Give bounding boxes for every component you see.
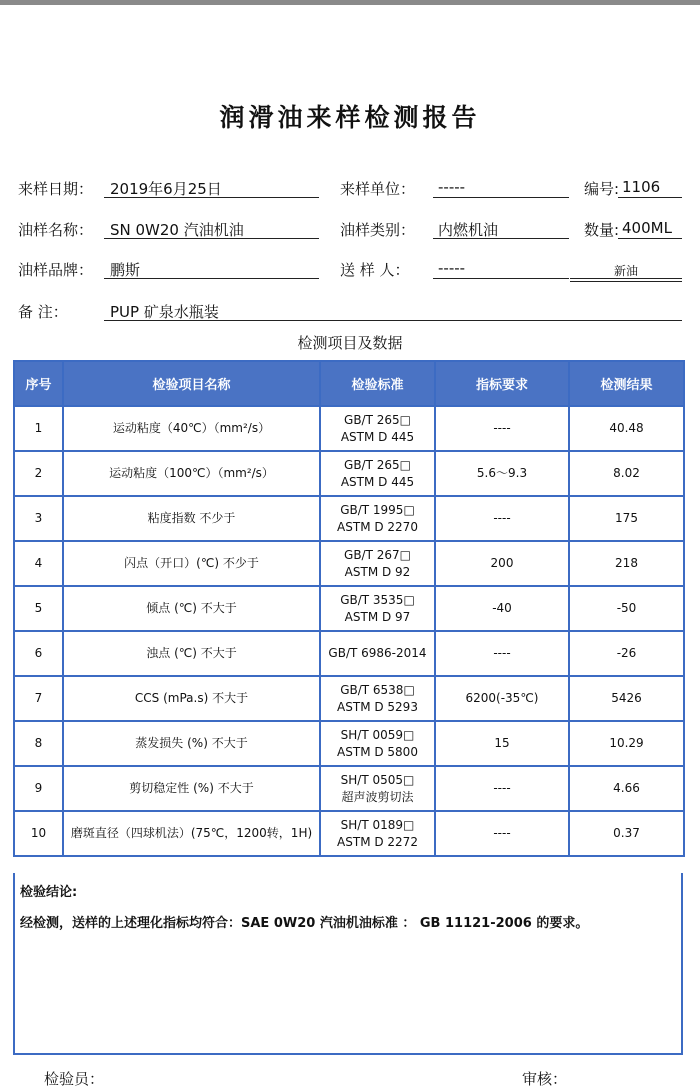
cell-standard: [320, 811, 435, 856]
cell-requirement: ----: [435, 631, 569, 676]
oil-name-value: SN 0W20 汽油机油: [110, 221, 244, 239]
header-no: 序号: [14, 361, 63, 406]
standard-line-1: GB/T 265□: [344, 457, 411, 472]
cell-no: 5: [14, 586, 63, 631]
new-oil-underline-1: [570, 278, 682, 279]
remark-value: PUP 矿泉水瓶装: [110, 303, 219, 321]
conclusion-text: 经检测，送样的上述理化指标均符合：SAE 0W20 汽油机油标准 ： GB 11121-2006 的要求。: [20, 916, 589, 931]
cell-result: 5426: [569, 676, 684, 721]
cell-requirement: 5.6～9.3: [435, 451, 569, 496]
serial-no-value: 1106: [622, 178, 661, 196]
remark-underline: [104, 320, 682, 321]
standard-line-1: SH/T 0059□: [340, 727, 415, 742]
standard-line-1: GB/T 1995□: [340, 502, 415, 517]
cell-item: 磨斑直径（四球机法）(75℃，1200转，1H): [63, 811, 320, 856]
table-row: [14, 676, 684, 721]
sender-underline: [433, 278, 569, 279]
sender-label: 送 样 人：: [340, 261, 410, 279]
table-row: [14, 541, 684, 586]
cell-no: 4: [14, 541, 63, 586]
cell-standard: [320, 586, 435, 631]
table-row: [14, 721, 684, 766]
standard-line-2: ASTM D 5800: [337, 744, 418, 759]
table-header-row: [14, 361, 684, 406]
table-row: [14, 586, 684, 631]
sample-date-underline: [104, 197, 319, 198]
standard-line-1: GB/T 267□: [344, 547, 411, 562]
cell-requirement: -40: [435, 586, 569, 631]
standard-line-1: GB/T 265□: [344, 412, 411, 427]
oil-brand-underline: [104, 278, 319, 279]
standard-line-2: ASTM D 445: [340, 474, 415, 489]
table-row: [14, 406, 684, 451]
cell-requirement: 6200(-35℃): [435, 676, 569, 721]
cell-standard: [320, 451, 435, 496]
table-row: [14, 766, 684, 811]
oil-name-underline: [104, 238, 319, 239]
quantity-label: 数量:: [584, 221, 620, 239]
sample-date-value: 2019年6月25日: [110, 180, 222, 198]
oil-brand-value: 鹏斯: [110, 261, 141, 279]
standard-line-2: ASTM D 445: [340, 429, 415, 444]
cell-requirement: 200: [435, 541, 569, 586]
table-row: [14, 631, 684, 676]
cell-result: 8.02: [569, 451, 684, 496]
cell-no: 8: [14, 721, 63, 766]
cell-item: 运动粘度（100℃）（mm²/s）: [63, 451, 320, 496]
reviewer-label: 审核：: [522, 1070, 568, 1088]
cell-standard: [320, 721, 435, 766]
oil-name-label: 油样名称：: [18, 221, 94, 239]
cell-standard: [320, 631, 435, 676]
cell-requirement: ----: [435, 811, 569, 856]
report-title: 润滑油来样检测报告: [219, 103, 481, 132]
cell-standard: [320, 406, 435, 451]
header-result: 检测结果: [569, 361, 684, 406]
inspector-label: 检验员：: [44, 1070, 105, 1088]
cell-standard: [320, 496, 435, 541]
cell-no: 6: [14, 631, 63, 676]
table-row: [14, 451, 684, 496]
cell-no: 1: [14, 406, 63, 451]
standard-line-1: GB/T 6538□: [340, 682, 415, 697]
cell-item: 粘度指数 不少于: [63, 496, 320, 541]
sample-date-label: 来样日期：: [18, 180, 94, 198]
top-border: [0, 0, 700, 5]
cell-result: 175: [569, 496, 684, 541]
cell-requirement: ----: [435, 496, 569, 541]
standard-line-2: ASTM D 97: [344, 609, 411, 624]
cell-standard: [320, 676, 435, 721]
cell-result: -50: [569, 586, 684, 631]
cell-result: -26: [569, 631, 684, 676]
cell-result: 40.48: [569, 406, 684, 451]
cell-item: 浊点 (℃) 不大于: [63, 631, 320, 676]
standard-line-2: ASTM D 2272: [337, 834, 418, 849]
cell-requirement: ----: [435, 766, 569, 811]
new-oil-value: 新油: [614, 264, 639, 278]
cell-no: 3: [14, 496, 63, 541]
cell-no: 9: [14, 766, 63, 811]
sender-value: -----: [438, 259, 466, 277]
header-requirement: 指标要求: [435, 361, 569, 406]
sample-unit-value: -----: [438, 178, 466, 196]
standard-line-2: ASTM D 92: [344, 564, 411, 579]
cell-result: 0.37: [569, 811, 684, 856]
cell-result: 218: [569, 541, 684, 586]
oil-category-value: 内燃机油: [438, 221, 499, 239]
oil-category-label: 油样类别：: [340, 221, 416, 239]
quantity-value: 400ML: [622, 219, 672, 237]
cell-item: 蒸发损失 (%) 不大于: [63, 721, 320, 766]
cell-item: CCS (mPa.s) 不大于: [63, 676, 320, 721]
conclusion-box: [13, 873, 683, 1055]
header-standard: 检验标准: [320, 361, 435, 406]
cell-requirement: ----: [435, 406, 569, 451]
standard-line-1: GB/T 6986-2014: [328, 646, 427, 660]
cell-result: 10.29: [569, 721, 684, 766]
cell-item: 闪点（开口）(℃) 不少于: [63, 541, 320, 586]
cell-item: 剪切稳定性 (%) 不大于: [63, 766, 320, 811]
table-row: [14, 496, 684, 541]
quantity-underline: [618, 238, 682, 239]
serial-no-underline: [618, 197, 682, 198]
cell-requirement: 15: [435, 721, 569, 766]
remark-label: 备 注：: [18, 303, 68, 321]
sample-unit-label: 来样单位：: [340, 180, 416, 198]
cell-item: 倾点 (℃) 不大于: [63, 586, 320, 631]
cell-standard: [320, 541, 435, 586]
oil-brand-label: 油样品牌：: [18, 261, 94, 279]
cell-standard: [320, 766, 435, 811]
section-title: 检测项目及数据: [297, 334, 403, 352]
cell-item: 运动粘度（40℃）（mm²/s）: [63, 406, 320, 451]
cell-result: 4.66: [569, 766, 684, 811]
oil-category-underline: [433, 238, 569, 239]
standard-line-1: GB/T 3535□: [340, 592, 415, 607]
standard-line-1: SH/T 0189□: [340, 817, 415, 832]
serial-no-label: 编号:: [584, 180, 620, 198]
test-data-table: [13, 360, 685, 857]
header-item: 检验项目名称: [63, 361, 320, 406]
table-row: [14, 811, 684, 856]
new-oil-underline-2: [570, 281, 682, 282]
standard-line-1: SH/T 0505□: [340, 772, 415, 787]
cell-no: 7: [14, 676, 63, 721]
cell-no: 2: [14, 451, 63, 496]
sample-unit-underline: [433, 197, 569, 198]
standard-line-2: ASTM D 5293: [337, 699, 418, 714]
cell-no: 10: [14, 811, 63, 856]
standard-line-2: 超声波剪切法: [341, 789, 414, 804]
conclusion-title: 检验结论:: [20, 885, 78, 900]
standard-line-2: ASTM D 2270: [337, 519, 418, 534]
